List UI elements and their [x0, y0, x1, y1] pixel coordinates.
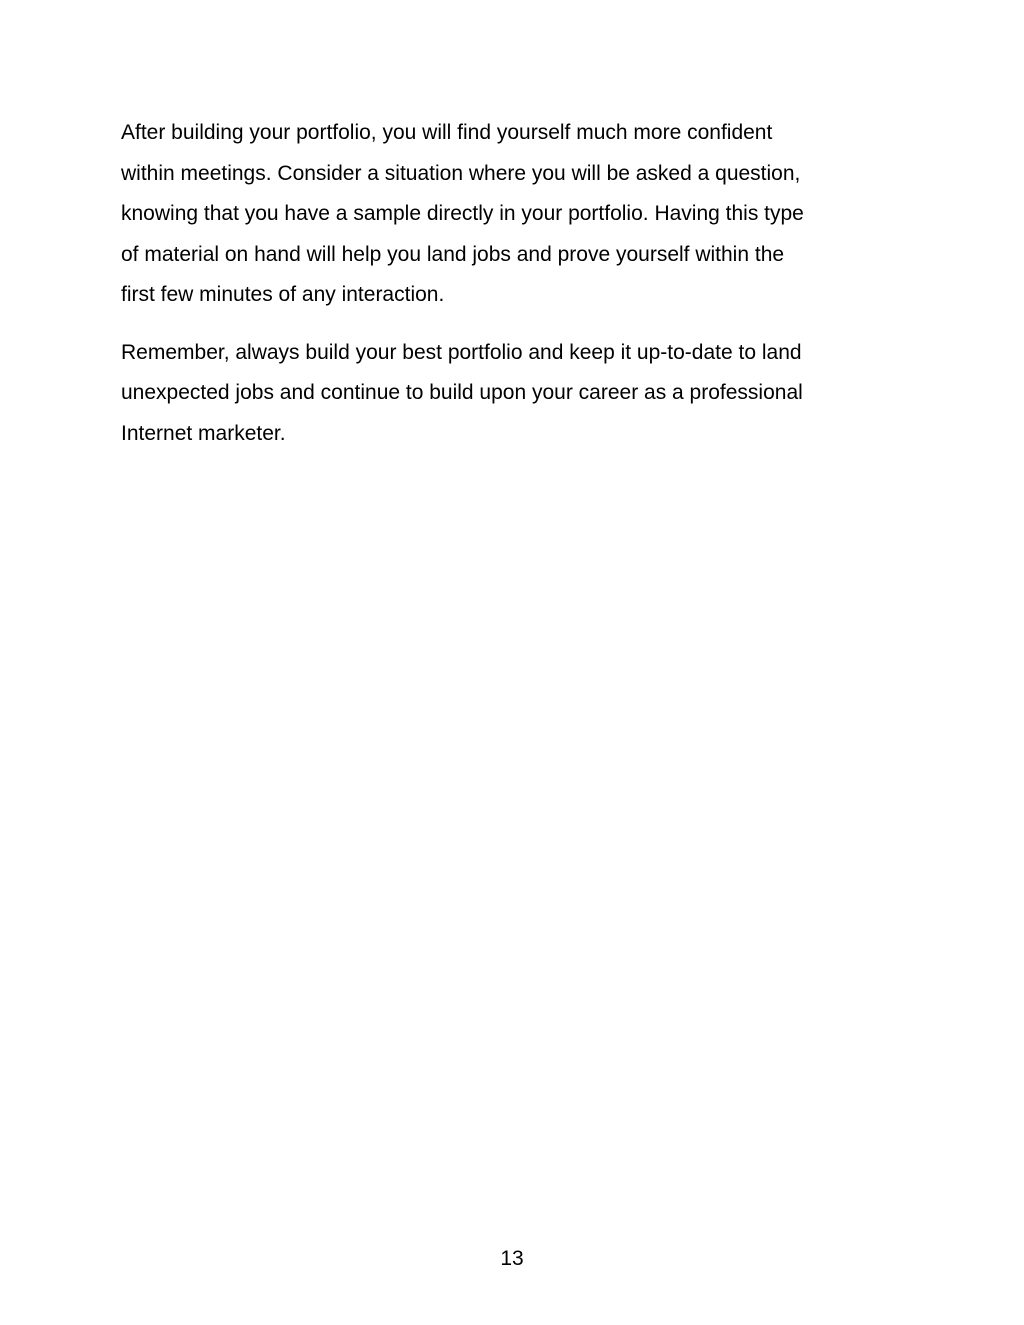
- text-line: Internet marketer.: [121, 421, 286, 445]
- text-line: of material on hand will help you land jobs and prove yourself within the: [121, 242, 785, 266]
- text-line: within meetings. Consider a situation where you will be asked a question,: [121, 161, 801, 185]
- text-line: Remember, always build your best portfolio and keep it up-to-date to land: [121, 340, 802, 364]
- paragraph: [121, 333, 911, 455]
- text-line: After building your portfolio, you will find yourself much more confident: [121, 121, 773, 144]
- paragraph: [121, 113, 911, 316]
- text-line: unexpected jobs and continue to build upon your career as a professional: [121, 381, 803, 404]
- text-line: first few minutes of any interaction.: [121, 283, 445, 306]
- page-number: 13: [500, 1247, 524, 1270]
- body-text: [121, 113, 911, 471]
- text-line: knowing that you have a sample directly in your portfolio. Having this type: [121, 202, 804, 225]
